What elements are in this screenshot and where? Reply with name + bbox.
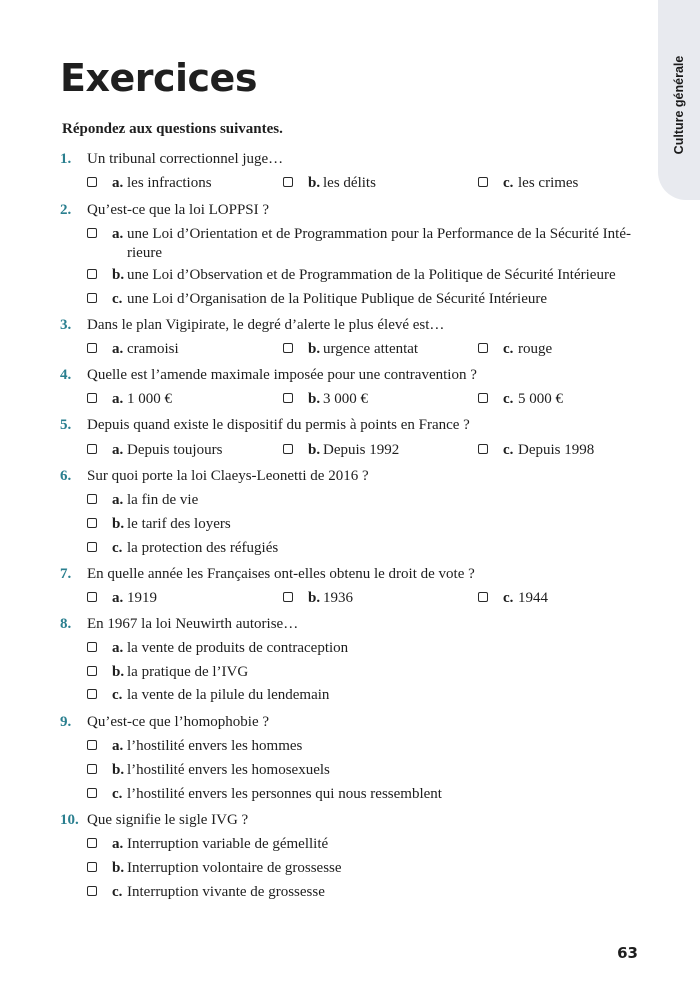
option-text: la vente de la pilule du lendemain: [127, 687, 330, 703]
instruction-text: Répondez aux questions suivantes.: [62, 121, 283, 137]
option-letter: c.: [503, 391, 514, 407]
option-text: Interruption vivante de grossesse: [127, 884, 325, 900]
option-text: 1944: [518, 590, 548, 606]
question-text: Qu’est-ce que la loi LOPPSI ?: [87, 202, 270, 218]
checkbox[interactable]: [87, 393, 97, 403]
option-text: 1 000 €: [127, 391, 172, 407]
question-number: 5.: [60, 417, 72, 433]
question-number: 9.: [60, 714, 72, 730]
option-text: une Loi d’Organisation de la Politique Publique de Sécurité Intérieure: [127, 291, 548, 307]
option-letter: b.: [112, 516, 125, 532]
question-number: 8.: [60, 616, 72, 632]
option-text: 1919: [127, 590, 157, 606]
option-letter: a.: [112, 341, 124, 357]
checkbox[interactable]: [478, 393, 488, 403]
question-number: 6.: [60, 468, 72, 484]
option-text: l’hostilité envers les hommes: [127, 738, 303, 754]
checkbox[interactable]: [87, 444, 97, 454]
checkbox[interactable]: [87, 228, 97, 238]
option-letter: a.: [112, 590, 124, 606]
option-text: une Loi d’Observation et de Programmation de la Politique de Sécurité Intérieure: [127, 267, 616, 283]
option-text: la vente de produits de contraception: [127, 640, 349, 656]
checkbox[interactable]: [87, 740, 97, 750]
checkbox[interactable]: [87, 343, 97, 353]
option-text: urgence attentat: [323, 341, 419, 357]
option-letter: b.: [308, 341, 321, 357]
checkbox[interactable]: [87, 666, 97, 676]
option-letter: c.: [112, 540, 123, 556]
question-number: 1.: [60, 151, 72, 167]
option-letter: b.: [112, 664, 125, 680]
question-text: Dans le plan Vigipirate, le degré d’alerte le plus élevé est…: [87, 317, 445, 333]
option-text: les crimes: [518, 175, 579, 191]
option-letter: b.: [308, 442, 321, 458]
question-number: 2.: [60, 202, 72, 218]
option-letter: a.: [112, 391, 124, 407]
checkbox[interactable]: [478, 592, 488, 602]
option-text: Interruption volontaire de grossesse: [127, 860, 342, 876]
option-letter: c.: [503, 442, 514, 458]
option-letter: a.: [112, 175, 124, 191]
question-text: Depuis quand existe le dispositif du permis à points en France ?: [87, 417, 470, 433]
checkbox[interactable]: [478, 177, 488, 187]
option-text: 1936: [323, 590, 353, 606]
question-number: 4.: [60, 367, 72, 383]
question-text: En quelle année les Françaises ont-elles obtenu le droit de vote ?: [87, 566, 475, 582]
checkbox[interactable]: [87, 642, 97, 652]
page-title: Exercices: [60, 56, 257, 100]
checkbox[interactable]: [87, 862, 97, 872]
question-number: 10.: [60, 812, 79, 828]
option-letter: a.: [112, 640, 124, 656]
question-number: 7.: [60, 566, 72, 582]
option-text: une Loi d’Orientation et de Programmation pour la Performance de la Sécurité Inté-: [127, 226, 631, 242]
checkbox[interactable]: [283, 393, 293, 403]
option-letter: b.: [308, 391, 321, 407]
option-letter: b.: [308, 175, 321, 191]
checkbox[interactable]: [87, 592, 97, 602]
option-letter: c.: [503, 175, 514, 191]
checkbox[interactable]: [87, 689, 97, 699]
option-letter: a.: [112, 226, 124, 242]
option-text: la protection des réfugiés: [127, 540, 279, 556]
checkbox[interactable]: [87, 494, 97, 504]
option-letter: c.: [503, 590, 514, 606]
option-letter: c.: [112, 786, 123, 802]
checkbox[interactable]: [283, 444, 293, 454]
option-text: 5 000 €: [518, 391, 563, 407]
option-letter: c.: [503, 341, 514, 357]
option-text: Depuis 1992: [323, 442, 400, 458]
option-letter: a.: [112, 492, 124, 508]
checkbox[interactable]: [87, 886, 97, 896]
option-text: l’hostilité envers les homosexuels: [127, 762, 330, 778]
option-letter: b.: [112, 267, 125, 283]
option-text: les délits: [323, 175, 376, 191]
question-number: 3.: [60, 317, 72, 333]
option-letter: b.: [308, 590, 321, 606]
option-letter: b.: [112, 860, 125, 876]
checkbox[interactable]: [478, 444, 488, 454]
option-text: rouge: [518, 341, 553, 357]
chapter-label: Culture générale: [672, 55, 686, 155]
question-text: Que signifie le sigle IVG ?: [87, 812, 249, 828]
option-text: cramoisi: [127, 341, 179, 357]
option-text: Depuis 1998: [518, 442, 595, 458]
option-letter: c.: [112, 687, 123, 703]
checkbox[interactable]: [478, 343, 488, 353]
question-text: Qu’est-ce que l’homophobie ?: [87, 714, 270, 730]
checkbox[interactable]: [283, 177, 293, 187]
option-text: Depuis toujours: [127, 442, 223, 458]
checkbox[interactable]: [87, 838, 97, 848]
option-text: le tarif des loyers: [127, 516, 231, 532]
option-text: l’hostilité envers les personnes qui nous ressemblent: [127, 786, 442, 802]
checkbox[interactable]: [283, 343, 293, 353]
checkbox[interactable]: [87, 518, 97, 528]
page-number: 63: [617, 944, 638, 962]
question-text: Sur quoi porte la loi Claeys-Leonetti de 2016 ?: [87, 468, 369, 484]
option-text: Interruption variable de gémellité: [127, 836, 329, 852]
option-text: la pratique de l’IVG: [127, 664, 249, 680]
question-text: Un tribunal correctionnel juge…: [87, 151, 284, 167]
checkbox[interactable]: [283, 592, 293, 602]
checkbox[interactable]: [87, 177, 97, 187]
checkbox[interactable]: [87, 764, 97, 774]
option-letter: b.: [112, 762, 125, 778]
checkbox[interactable]: [87, 542, 97, 552]
option-letter: a.: [112, 738, 124, 754]
checkbox[interactable]: [87, 269, 97, 279]
option-letter: a.: [112, 442, 124, 458]
option-text-continued: rieure: [127, 245, 162, 261]
checkbox[interactable]: [87, 293, 97, 303]
option-letter: c.: [112, 884, 123, 900]
option-text: les infractions: [127, 175, 212, 191]
option-text: 3 000 €: [323, 391, 368, 407]
option-text: la fin de vie: [127, 492, 199, 508]
question-text: Quelle est l’amende maximale imposée pour une contravention ?: [87, 367, 477, 383]
checkbox[interactable]: [87, 788, 97, 798]
option-letter: a.: [112, 836, 124, 852]
option-letter: c.: [112, 291, 123, 307]
question-text: En 1967 la loi Neuwirth autorise…: [87, 616, 299, 632]
